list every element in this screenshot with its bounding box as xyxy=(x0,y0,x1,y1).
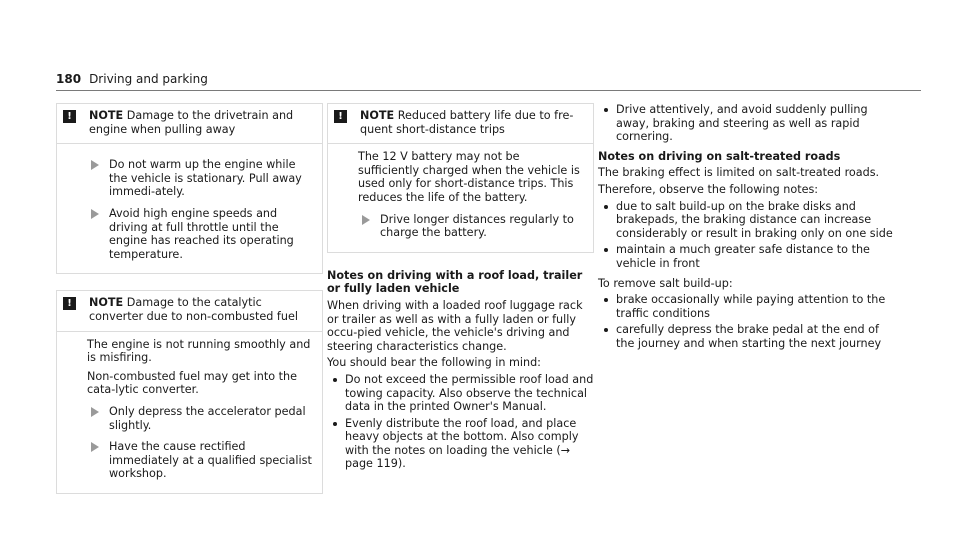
bullet-icon xyxy=(604,108,608,112)
note-text: Reduced battery life due to fre-quent short-distance trips xyxy=(360,109,574,136)
bullet-icon xyxy=(604,328,608,332)
list-item: due to salt build-up on the brake disks and brakepads, the braking distance can increase considerably or result in braking only on one side xyxy=(598,200,898,241)
column-3 xyxy=(598,103,898,357)
bullet-list xyxy=(327,373,594,471)
warning-square-icon: ! xyxy=(63,110,76,123)
paragraph: Non-combusted fuel may get into the cata-lytic converter. xyxy=(87,369,297,397)
list-item: carefully depress the brake pedal at the end of the journey and when starting the next journey xyxy=(598,323,898,350)
page-header xyxy=(56,73,208,87)
arrow-right-icon xyxy=(91,407,99,417)
paragraph: The 12 V battery may not be sufficiently charged when the vehicle is used only for short-distance trips. This reduces the life of the battery. xyxy=(358,150,580,204)
action-step: Have the cause rectified immediately at a qualified specialist workshop. xyxy=(87,440,312,481)
note-header xyxy=(57,104,322,144)
paragraph: Therefore, observe the following notes: xyxy=(598,182,819,196)
action-step: Drive longer distances regularly to charge the battery. xyxy=(358,213,583,240)
bullet-icon xyxy=(604,205,608,209)
note-body xyxy=(328,144,593,252)
page-number: 180 xyxy=(56,72,82,86)
note-header xyxy=(328,104,593,144)
column-2 xyxy=(327,103,594,477)
section-heading: Notes on driving on salt-treated roads xyxy=(598,149,841,163)
note-text: Damage to the catalytic converter due to non-combusted fuel xyxy=(89,296,298,323)
bullet-icon xyxy=(333,422,337,426)
bullet-icon xyxy=(333,378,337,382)
section-salt-roads xyxy=(598,150,898,351)
bullet-icon xyxy=(604,298,608,302)
paragraph: To remove salt build-up: xyxy=(598,276,733,290)
list-item: maintain a much greater safe distance to the vehicle in front xyxy=(598,243,898,270)
note-body xyxy=(57,332,322,493)
section-heading: Notes on driving with a roof load, trailer or fully laden vehicle xyxy=(327,268,583,296)
arrow-right-icon xyxy=(91,209,99,219)
action-step: Do not warm up the engine while the vehicle is stationary. Pull away immedi-ately. xyxy=(87,158,312,199)
note-drivetrain xyxy=(56,103,323,274)
list-item: Drive attentively, and avoid suddenly pulling away, braking and steering as well as rapid cornering. xyxy=(598,103,898,144)
paragraph: The engine is not running smoothly and is misfiring. xyxy=(87,337,311,365)
arrow-right-icon xyxy=(91,442,99,452)
header-divider xyxy=(56,90,921,91)
bullet-list xyxy=(598,103,898,144)
note-label: NOTE xyxy=(89,109,124,122)
section-title: Driving and parking xyxy=(89,72,208,86)
arrow-right-icon xyxy=(91,160,99,170)
note-catalytic-converter xyxy=(56,290,323,494)
note-label: NOTE xyxy=(360,109,395,122)
list-item: Do not exceed the permissible roof load and towing capacity. Also observe the technical data in the printed Owner's Manual. xyxy=(327,373,594,414)
list-item: brake occasionally while paying attention to the traffic conditions xyxy=(598,293,898,320)
column-1 xyxy=(56,103,323,510)
arrow-right-icon xyxy=(362,215,370,225)
paragraph: The braking effect is limited on salt-treated roads. xyxy=(598,166,880,180)
paragraph: When driving with a loaded roof luggage rack or trailer as well as with a fully laden or fully occu-pied vehicle, the vehicle's driving and steering characteristics change. xyxy=(327,298,583,353)
list-item: Evenly distribute the roof load, and place heavy objects at the bottom. Also comply with the notes on loading the vehicle (→ page 119). xyxy=(327,417,594,471)
action-step: Only depress the accelerator pedal slightly. xyxy=(87,405,312,432)
bullet-icon xyxy=(604,248,608,252)
note-body xyxy=(57,144,322,273)
note-battery xyxy=(327,103,594,253)
note-label: NOTE xyxy=(89,296,124,310)
action-step: Avoid high engine speeds and driving at full throttle until the engine has reached its operating temperature. xyxy=(87,207,312,261)
note-text: Damage to the drivetrain and engine when pulling away xyxy=(89,109,294,136)
section-roof-load xyxy=(327,269,594,471)
paragraph: You should bear the following in mind: xyxy=(327,356,541,370)
warning-square-icon: ! xyxy=(334,110,347,123)
warning-square-icon: ! xyxy=(63,297,76,310)
bullet-list xyxy=(598,200,898,271)
note-header xyxy=(57,291,322,331)
bullet-list xyxy=(598,293,898,350)
